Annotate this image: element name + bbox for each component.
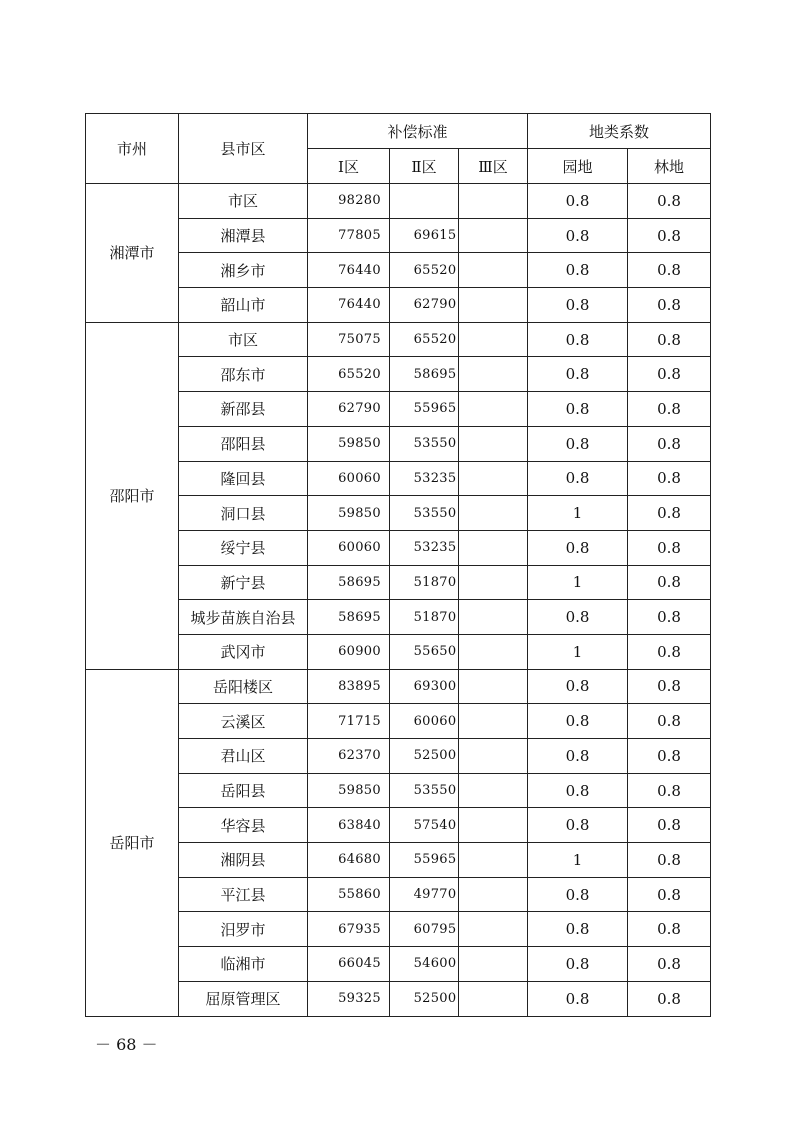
zone1-value: 75075 xyxy=(308,322,390,357)
zone3-value xyxy=(459,669,528,704)
county-cell: 洞口县 xyxy=(179,496,308,531)
table-row xyxy=(86,461,711,496)
garden-coef: 0.8 xyxy=(528,461,628,496)
table-body xyxy=(86,184,711,1017)
zone2-value: 58695 xyxy=(390,357,459,392)
table-row xyxy=(86,184,711,219)
garden-coef: 0.8 xyxy=(528,426,628,461)
zone1-value: 59325 xyxy=(308,981,390,1016)
county-cell: 屈原管理区 xyxy=(179,981,308,1016)
forest-coef: 0.8 xyxy=(628,877,711,912)
forest-coef: 0.8 xyxy=(628,600,711,635)
forest-coef: 0.8 xyxy=(628,218,711,253)
table-row xyxy=(86,530,711,565)
zone1-value: 71715 xyxy=(308,704,390,739)
page-number: － 68 － xyxy=(95,1035,158,1054)
table-row xyxy=(86,739,711,774)
garden-coef: 0.8 xyxy=(528,947,628,982)
garden-coef: 0.8 xyxy=(528,808,628,843)
zone1-value: 60060 xyxy=(308,461,390,496)
zone2-value: 49770 xyxy=(390,877,459,912)
zone3-value xyxy=(459,253,528,288)
zone3-value xyxy=(459,461,528,496)
city-cell: 岳阳市 xyxy=(86,669,179,1016)
garden-coef: 0.8 xyxy=(528,669,628,704)
zone2-value: 60795 xyxy=(390,912,459,947)
garden-coef: 0.8 xyxy=(528,322,628,357)
zone1-value: 64680 xyxy=(308,843,390,878)
zone2-value: 62790 xyxy=(390,288,459,323)
zone3-value xyxy=(459,184,528,219)
table-row xyxy=(86,912,711,947)
garden-coef: 0.8 xyxy=(528,288,628,323)
zone3-value xyxy=(459,496,528,531)
zone2-value: 69300 xyxy=(390,669,459,704)
county-cell: 隆回县 xyxy=(179,461,308,496)
garden-coef: 0.8 xyxy=(528,877,628,912)
table-row xyxy=(86,357,711,392)
zone1-value: 63840 xyxy=(308,808,390,843)
header-city: 市州 xyxy=(86,114,179,184)
zone3-value xyxy=(459,565,528,600)
forest-coef: 0.8 xyxy=(628,530,711,565)
forest-coef: 0.8 xyxy=(628,184,711,219)
garden-coef: 0.8 xyxy=(528,773,628,808)
table-row xyxy=(86,565,711,600)
zone3-value xyxy=(459,877,528,912)
zone3-value xyxy=(459,600,528,635)
table-row xyxy=(86,218,711,253)
zone1-value: 58695 xyxy=(308,600,390,635)
zone3-value xyxy=(459,530,528,565)
zone2-value: 69615 xyxy=(390,218,459,253)
zone2-value: 55965 xyxy=(390,392,459,427)
zone1-value: 60900 xyxy=(308,634,390,669)
zone2-value: 52500 xyxy=(390,981,459,1016)
county-cell: 岳阳楼区 xyxy=(179,669,308,704)
zone1-value: 98280 xyxy=(308,184,390,219)
zone1-value: 76440 xyxy=(308,253,390,288)
county-cell: 岳阳县 xyxy=(179,773,308,808)
garden-coef: 0.8 xyxy=(528,739,628,774)
header-garden: 园地 xyxy=(528,149,628,184)
garden-coef: 0.8 xyxy=(528,253,628,288)
zone1-value: 77805 xyxy=(308,218,390,253)
zone3-value xyxy=(459,357,528,392)
garden-coef: 0.8 xyxy=(528,184,628,219)
header-county: 县市区 xyxy=(179,114,308,184)
zone2-value: 53550 xyxy=(390,426,459,461)
zone1-value: 59850 xyxy=(308,426,390,461)
forest-coef: 0.8 xyxy=(628,843,711,878)
county-cell: 君山区 xyxy=(179,739,308,774)
forest-coef: 0.8 xyxy=(628,322,711,357)
zone1-value: 66045 xyxy=(308,947,390,982)
table-row xyxy=(86,704,711,739)
garden-coef: 0.8 xyxy=(528,357,628,392)
table-row xyxy=(86,392,711,427)
forest-coef: 0.8 xyxy=(628,392,711,427)
zone3-value xyxy=(459,704,528,739)
table-row xyxy=(86,981,711,1016)
forest-coef: 0.8 xyxy=(628,426,711,461)
zone2-value: 51870 xyxy=(390,600,459,635)
county-cell: 韶山市 xyxy=(179,288,308,323)
forest-coef: 0.8 xyxy=(628,947,711,982)
forest-coef: 0.8 xyxy=(628,981,711,1016)
forest-coef: 0.8 xyxy=(628,808,711,843)
zone1-value: 62790 xyxy=(308,392,390,427)
zone1-value: 59850 xyxy=(308,496,390,531)
zone2-value: 52500 xyxy=(390,739,459,774)
county-cell: 新邵县 xyxy=(179,392,308,427)
header-coef-group: 地类系数 xyxy=(528,114,711,149)
county-cell: 市区 xyxy=(179,322,308,357)
county-cell: 邵东市 xyxy=(179,357,308,392)
table-row xyxy=(86,773,711,808)
header-standard-group: 补偿标准 xyxy=(308,114,528,149)
garden-coef: 0.8 xyxy=(528,912,628,947)
zone1-value: 60060 xyxy=(308,530,390,565)
zone3-value xyxy=(459,218,528,253)
table-row xyxy=(86,843,711,878)
forest-coef: 0.8 xyxy=(628,773,711,808)
forest-coef: 0.8 xyxy=(628,739,711,774)
zone3-value xyxy=(459,322,528,357)
zone2-value: 65520 xyxy=(390,322,459,357)
zone3-value xyxy=(459,947,528,982)
forest-coef: 0.8 xyxy=(628,669,711,704)
zone3-value xyxy=(459,288,528,323)
table-row xyxy=(86,669,711,704)
forest-coef: 0.8 xyxy=(628,288,711,323)
garden-coef: 0.8 xyxy=(528,704,628,739)
zone2-value: 53550 xyxy=(390,496,459,531)
county-cell: 湘乡市 xyxy=(179,253,308,288)
zone1-value: 58695 xyxy=(308,565,390,600)
zone3-value xyxy=(459,981,528,1016)
county-cell: 城步苗族自治县 xyxy=(179,600,308,635)
county-cell: 武冈市 xyxy=(179,634,308,669)
county-cell: 新宁县 xyxy=(179,565,308,600)
zone3-value xyxy=(459,426,528,461)
forest-coef: 0.8 xyxy=(628,634,711,669)
forest-coef: 0.8 xyxy=(628,704,711,739)
forest-coef: 0.8 xyxy=(628,496,711,531)
garden-coef: 1 xyxy=(528,565,628,600)
header-zone2: Ⅱ区 xyxy=(390,149,459,184)
garden-coef: 1 xyxy=(528,634,628,669)
county-cell: 湘潭县 xyxy=(179,218,308,253)
zone3-value xyxy=(459,912,528,947)
table-row xyxy=(86,322,711,357)
header-forest: 林地 xyxy=(628,149,711,184)
county-cell: 湘阴县 xyxy=(179,843,308,878)
zone3-value xyxy=(459,843,528,878)
table-row xyxy=(86,426,711,461)
zone1-value: 62370 xyxy=(308,739,390,774)
table-row xyxy=(86,496,711,531)
zone1-value: 65520 xyxy=(308,357,390,392)
county-cell: 市区 xyxy=(179,184,308,219)
table-row xyxy=(86,253,711,288)
zone3-value xyxy=(459,634,528,669)
zone2-value xyxy=(390,184,459,219)
garden-coef: 1 xyxy=(528,843,628,878)
zone1-value: 76440 xyxy=(308,288,390,323)
county-cell: 平江县 xyxy=(179,877,308,912)
county-cell: 云溪区 xyxy=(179,704,308,739)
table-row xyxy=(86,288,711,323)
zone2-value: 55650 xyxy=(390,634,459,669)
forest-coef: 0.8 xyxy=(628,912,711,947)
table-row xyxy=(86,947,711,982)
zone2-value: 53235 xyxy=(390,461,459,496)
garden-coef: 0.8 xyxy=(528,530,628,565)
forest-coef: 0.8 xyxy=(628,565,711,600)
garden-coef: 0.8 xyxy=(528,600,628,635)
city-cell: 邵阳市 xyxy=(86,322,179,669)
zone2-value: 60060 xyxy=(390,704,459,739)
zone3-value xyxy=(459,739,528,774)
zone1-value: 67935 xyxy=(308,912,390,947)
garden-coef: 0.8 xyxy=(528,981,628,1016)
table-row xyxy=(86,600,711,635)
garden-coef: 1 xyxy=(528,496,628,531)
garden-coef: 0.8 xyxy=(528,218,628,253)
garden-coef: 0.8 xyxy=(528,392,628,427)
zone2-value: 53550 xyxy=(390,773,459,808)
zone3-value xyxy=(459,392,528,427)
zone1-value: 55860 xyxy=(308,877,390,912)
table-row xyxy=(86,634,711,669)
county-cell: 汨罗市 xyxy=(179,912,308,947)
zone2-value: 54600 xyxy=(390,947,459,982)
zone2-value: 51870 xyxy=(390,565,459,600)
forest-coef: 0.8 xyxy=(628,461,711,496)
forest-coef: 0.8 xyxy=(628,357,711,392)
compensation-table xyxy=(85,113,711,1017)
zone2-value: 55965 xyxy=(390,843,459,878)
zone1-value: 59850 xyxy=(308,773,390,808)
zone2-value: 65520 xyxy=(390,253,459,288)
zone3-value xyxy=(459,808,528,843)
header-zone3: Ⅲ区 xyxy=(459,149,528,184)
county-cell: 临湘市 xyxy=(179,947,308,982)
table-row xyxy=(86,808,711,843)
zone2-value: 57540 xyxy=(390,808,459,843)
county-cell: 华容县 xyxy=(179,808,308,843)
header-zone1: Ⅰ区 xyxy=(308,149,390,184)
forest-coef: 0.8 xyxy=(628,253,711,288)
city-cell: 湘潭市 xyxy=(86,184,179,323)
zone1-value: 83895 xyxy=(308,669,390,704)
county-cell: 绥宁县 xyxy=(179,530,308,565)
table-row xyxy=(86,877,711,912)
county-cell: 邵阳县 xyxy=(179,426,308,461)
zone3-value xyxy=(459,773,528,808)
zone2-value: 53235 xyxy=(390,530,459,565)
